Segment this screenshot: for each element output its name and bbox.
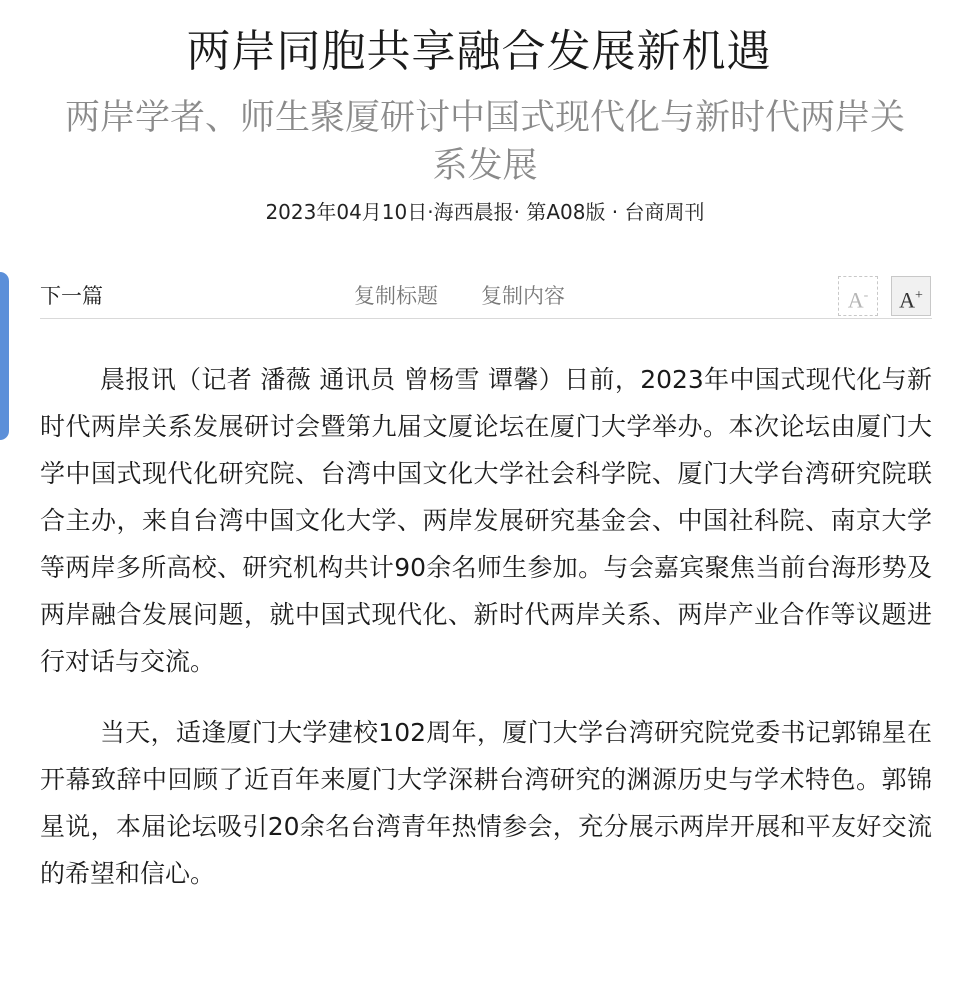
article-title: 两岸同胞共享融合发展新机遇 (186, 26, 772, 77)
article-subtitle: 两岸学者、师生聚厦研讨中国式现代化与新时代两岸关系发展 (64, 98, 905, 186)
article-paragraph: 当天，适逢厦门大学建校102周年，厦门大学台湾研究院党委书记郭锦星在开幕致辞中回顾了近百年来厦门大学深耕台湾研究的渊源历史与学术特色。郭锦星说，本届论坛吸引20余名台湾青年热情参会，充分展示两岸开展和平友好交流的希望和信心。 (40, 718, 932, 888)
font-decrease-sign: - (863, 288, 869, 303)
copy-content-button[interactable]: 复制内容 (481, 284, 565, 308)
article-meta: 2023年04月10日·海西晨报· 第A08版 · 台商周刊 (265, 200, 705, 224)
font-increase-icon: A (899, 287, 915, 313)
article-body (40, 356, 932, 921)
copy-title-button[interactable]: 复制标题 (354, 284, 438, 308)
font-decrease-button[interactable] (838, 276, 878, 316)
font-increase-sign: + (914, 288, 923, 303)
next-article-link[interactable]: 下一篇 (40, 284, 103, 308)
article-toolbar (40, 272, 932, 319)
font-decrease-icon: A (847, 287, 864, 313)
font-increase-button[interactable] (891, 276, 931, 316)
side-drawer-handle[interactable] (0, 272, 9, 440)
article-paragraph: 晨报讯（记者 潘薇 通讯员 曾杨雪 谭馨）日前，2023年中国式现代化与新时代两岸关系发展研讨会暨第九届文厦论坛在厦门大学举办。本次论坛由厦门大学中国式现代化研究院、台湾中国文化大学社会科学院、厦门大学台湾研究院联合主办，来自台湾中国文化大学、两岸发展研究基金会、中国社科院、南京大学等两岸多所高校、研究机构共计90余名师生参加。与会嘉宾聚焦当前台海形势及两岸融合发展问题，就中国式现代化、新时代两岸关系、两岸产业合作等议题进行对话与交流。 (40, 365, 932, 676)
